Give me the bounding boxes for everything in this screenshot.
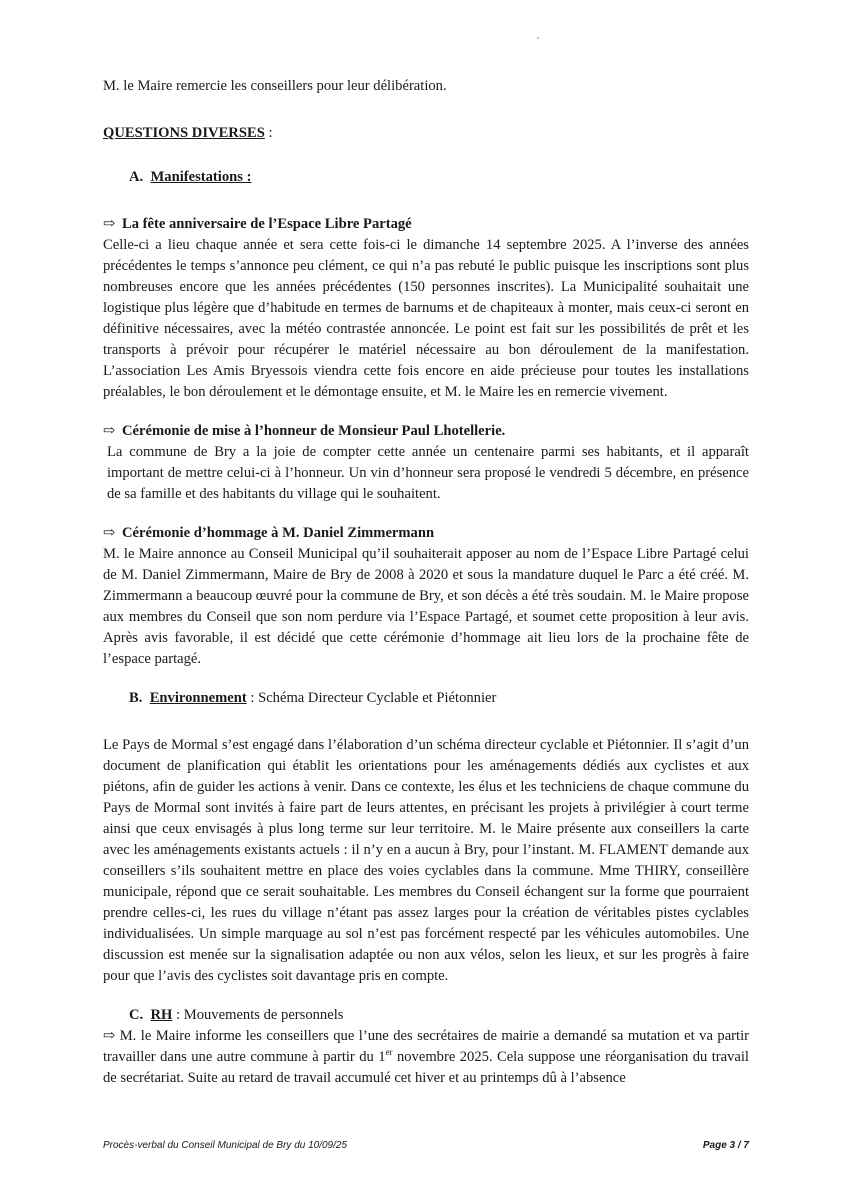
section-b-heading bbox=[103, 688, 749, 709]
item-honneur-body: La commune de Bry a la joie de compter cette année un centenaire parmi ses habitants, et il apparaît important de mettre celui-ci à l’honneur. Un vin d’honneur sera proposé le vendredi 5 décembre, en présence de sa famille et des habitants du village qui le souhaitent. bbox=[107, 444, 749, 502]
arrow-right-icon: ⇨ bbox=[103, 216, 116, 232]
section-b-letter: B. bbox=[129, 690, 143, 706]
arrow-right-icon: ⇨ bbox=[103, 525, 116, 541]
item-honneur-title bbox=[103, 421, 749, 442]
section-c-title: RH bbox=[150, 1007, 173, 1023]
footer-page-number: Page 3 / 7 bbox=[702, 1140, 749, 1151]
section-a-letter: A. bbox=[129, 169, 144, 185]
section-c-body-part1: M. le Maire informe les conseillers que l’une des secrétaires de mairie a demandé sa mutation et va partir travailler dans une autre commune à partir du 1 bbox=[103, 1028, 749, 1065]
section-b-suffix: : Schéma Directeur Cyclable et Piétonnier bbox=[246, 690, 497, 706]
section-a-heading bbox=[103, 167, 749, 188]
section-b-body: Le Pays de Mormal s’est engagé dans l’élaboration d’un schéma directeur cyclable et Piétonnier. Il s’agit d’un document de planification qui établit les orientations pour les aménagements dédiés aux cyclistes et aux piétons, afin de guider les actions à venir. Dans ce contexte, les élus et les techniciens de chaque commune du Pays de Mormal sont invités à faire part de leurs attentes, en précisant les projets à privilégier à court terme ainsi que ceux envisagés à plus long terme sur leur territoire. M. le Maire présente aux conseillers la carte avec les aménagements existants actuels : il n’y en a aucun à Bry, pour l’instant. M. FLAMENT demande aux conseillers s’ils souhaitent mettre en place des voies cyclables dans la commune. Mme THIRY, conseillère municipale, répond que ce serait souhaitable. Les membres du Conseil échangent sur la forme que pourraient prendre celles-ci, les rues du village n’étant pas assez larges pour la création de véritables pistes cyclables individualisées. Un simple marquage au sol n’est pas forcément respecté par les véhicules automobiles. Une discussion est menée sur la signalisation adaptée ou non aux vélos, selon les lieux, et sur les progrès à faire pour que l’avis des cyclistes soit davantage pris en compte. bbox=[103, 737, 749, 984]
page-footer bbox=[103, 1140, 749, 1151]
arrow-right-icon: ⇨ bbox=[103, 423, 116, 439]
section-c-letter: C. bbox=[129, 1007, 144, 1023]
section-c-body bbox=[103, 1026, 749, 1089]
section-c-suffix: : Mouvements de personnels bbox=[172, 1007, 344, 1023]
item-fete-title-text: La fête anniversaire de l’Espace Libre Partagé bbox=[122, 216, 412, 232]
item-hommage-title-text: Cérémonie d’hommage à M. Daniel Zimmermann bbox=[122, 525, 435, 541]
item-fete-body: Celle-ci a lieu chaque année et sera cette fois-ci le dimanche 14 septembre 2025. A l’inverse des années précédentes le temps s’annonce peu clément, ce qui n’a pas rebuté le public puisque les inscriptions sont plus nombreuses encore que les années précédentes (150 personnes inscrites). La Municipalité souhaitait une logistique plus légère que d’habitude en termes de barnums et de chapiteaux à monter, mais ceux-ci seront en définitive nécessaires, avec la météo contrastée annoncée. Le point est fait sur les possibilités de prêt et les transports à prévoir pour récupérer le matériel nécessaire au bon déroulement de la manifestation. L’association Les Amis Bryessois viendra cette fois encore en aide précieuse pour toutes les installations préalables, le bon déroulement et le démontage ensuite, et M. le Maire les en remercie vivement. bbox=[103, 237, 749, 400]
section-c-body-sup: er bbox=[385, 1047, 393, 1058]
questions-heading-colon: : bbox=[264, 125, 273, 141]
item-hommage-body: M. le Maire annonce au Conseil Municipal qu’il souhaiterait apposer au nom de l’Espace Libre Partagé celui de M. Daniel Zimmermann, Maire de Bry de 2008 à 2020 et sous la mandature duquel le Parc a été créé. M. Zimmermann a beaucoup œuvré pour la commune de Bry, et son décès a été très soudain. M. le Maire propose aux membres du Conseil que son nom perdure via l’Espace Partagé, et soumet cette proposition à leur avis. Après avis favorable, il est décidé que cette cérémonie d’hommage ait lieu lors de la prochaine fête de l’espace partagé. bbox=[103, 546, 749, 667]
questions-heading: QUESTIONS DIVERSES bbox=[103, 125, 265, 141]
item-fete-title bbox=[103, 214, 749, 235]
section-a-title: Manifestations : bbox=[150, 169, 252, 185]
intro-paragraph: M. le Maire remercie les conseillers pour leur délibération. bbox=[103, 78, 447, 94]
footer-document-title: Procès-verbal du Conseil Municipal de Bry du 10/09/25 bbox=[103, 1140, 348, 1151]
item-hommage-title bbox=[103, 523, 749, 544]
scan-speck bbox=[537, 37, 539, 39]
section-c-heading bbox=[103, 1005, 749, 1026]
arrow-right-icon: ⇨ bbox=[103, 1028, 116, 1044]
section-c-body-part2: novembre 2025. Cela suppose une réorganisation du travail de secrétariat. Suite au retard de travail accumulé cet hiver et au printemps dû à l’absence bbox=[103, 1049, 749, 1086]
item-honneur-title-text: Cérémonie de mise à l’honneur de Monsieur Paul Lhotellerie. bbox=[122, 423, 506, 439]
page-content bbox=[103, 76, 749, 1089]
questions-heading-line bbox=[103, 123, 749, 144]
section-b-title: Environnement bbox=[149, 690, 247, 706]
